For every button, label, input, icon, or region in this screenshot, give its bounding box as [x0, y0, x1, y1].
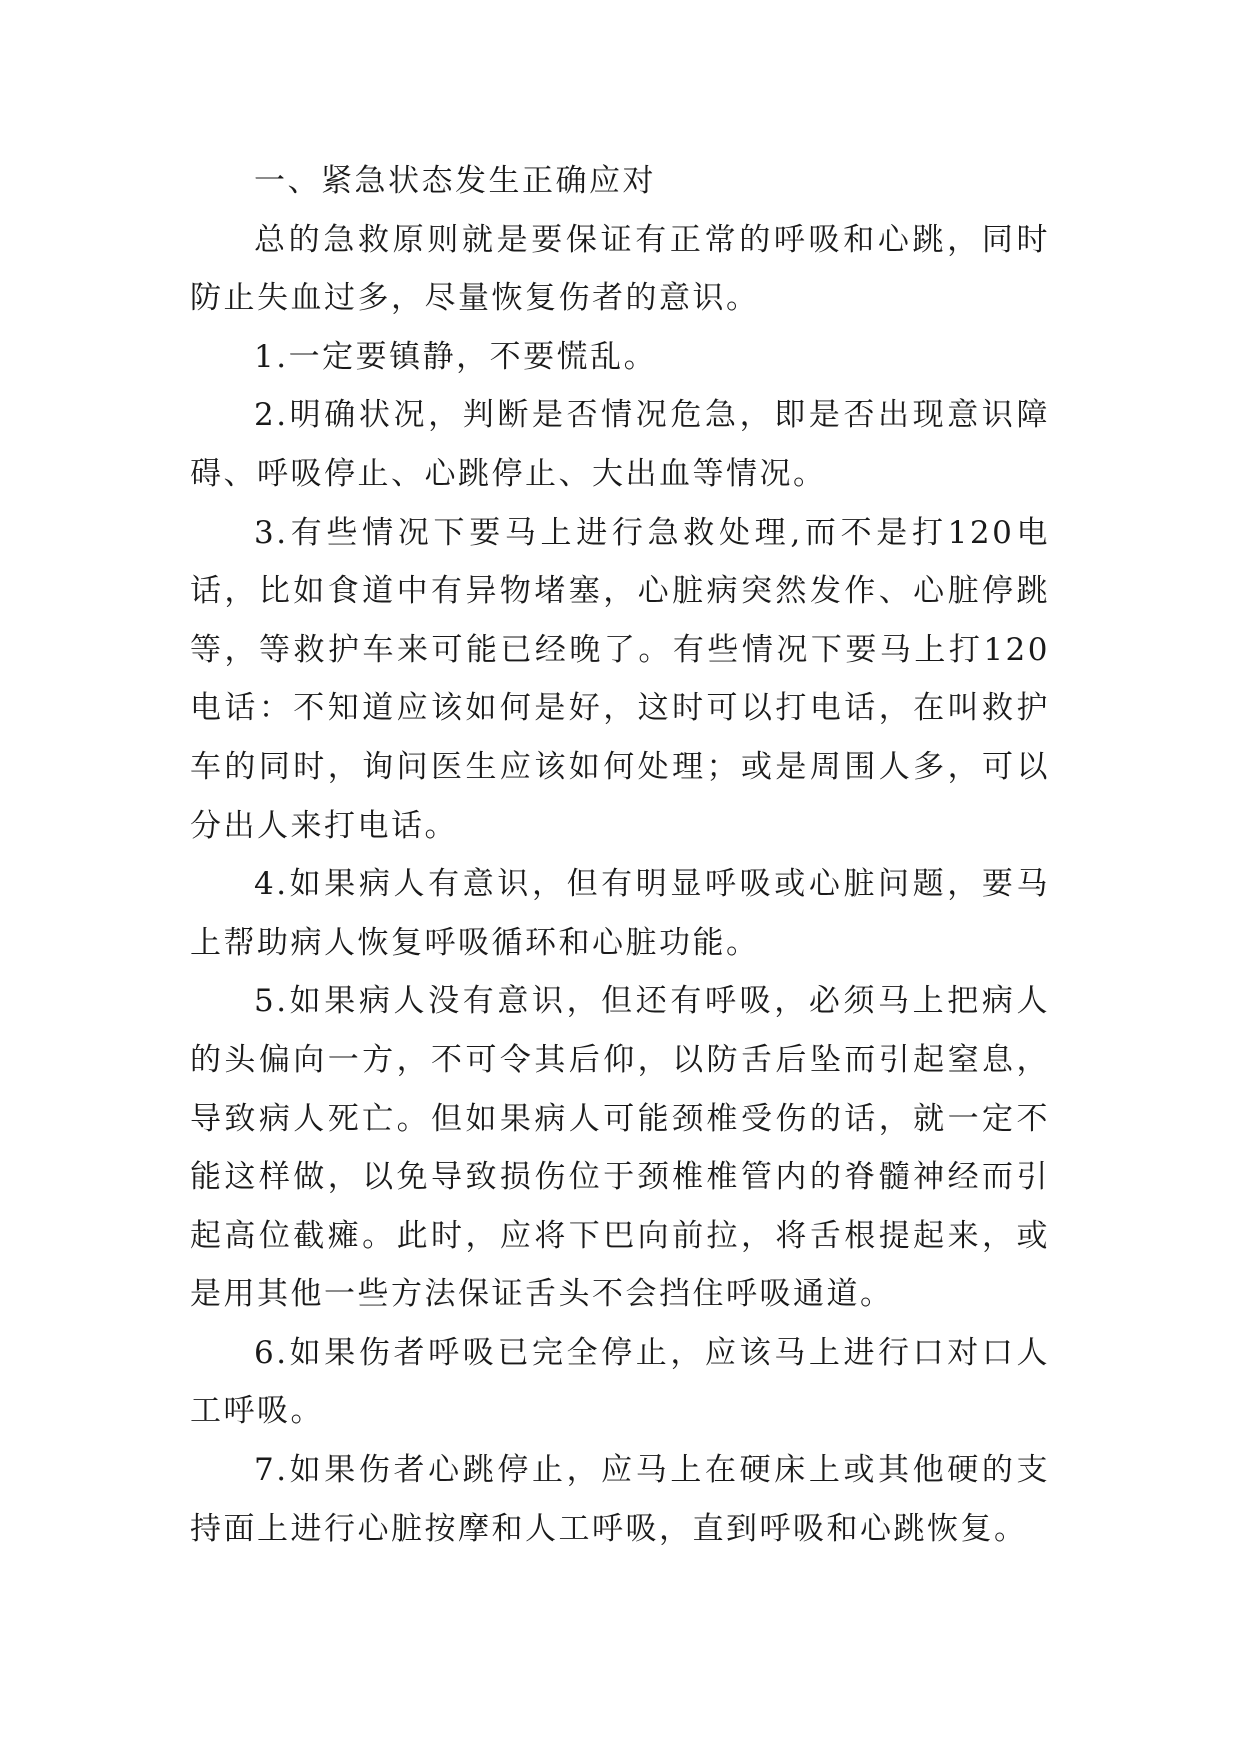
list-item-4: 4.如果病人有意识，但有明显呼吸或心脏问题，要马上帮助病人恢复呼吸循环和心脏功能。	[190, 866, 1050, 961]
list-item-1: 1.一定要镇静，不要慌乱。	[254, 338, 658, 375]
list-item-7: 7.如果伤者心跳停止，应马上在硬床上或其他硬的支持面上进行心脏按摩和人工呼吸，直到呼吸和心跳恢复。	[190, 1452, 1050, 1547]
section-heading: 一、紧急状态发生正确应对	[254, 163, 656, 199]
list-item-5: 5.如果病人没有意识，但还有呼吸，必须马上把病人的头偏向一方，不可令其后仰，以防舌后坠而引起窒息，导致病人死亡。但如果病人可能颈椎受伤的话，就一定不能这样做，以免导致损伤位于颈椎椎管内的脊髓神经而引起高位截瘫。此时，应将下巴向前拉，将舌根提起来，或是用其他一些方法保证舌头不会挡住呼吸通道。	[190, 983, 1050, 1313]
list-item-6: 6.如果伤者呼吸已完全停止，应该马上进行口对口人工呼吸。	[190, 1334, 1050, 1430]
document-body	[190, 152, 1050, 1558]
intro-paragraph: 总的急救原则就是要保证有正常的呼吸和心跳，同时防止失血过多，尽量恢复伤者的意识。	[190, 221, 1050, 317]
list-item-3: 3.有些情况下要马上进行急救处理,而不是打120电话，比如食道中有异物堵塞，心脏病突然发作、心脏停跳等，等救护车来可能已经晚了。有些情况下要马上打120电话：不知道应该如何是好，这时可以打电话，在叫救护车的同时，询问医生应该如何处理；或是周围人多，可以分出人来打电话。	[190, 514, 1050, 844]
list-item-2: 2.明确状况，判断是否情况危急，即是否出现意识障碍、呼吸停止、心跳停止、大出血等情况。	[190, 397, 1050, 492]
